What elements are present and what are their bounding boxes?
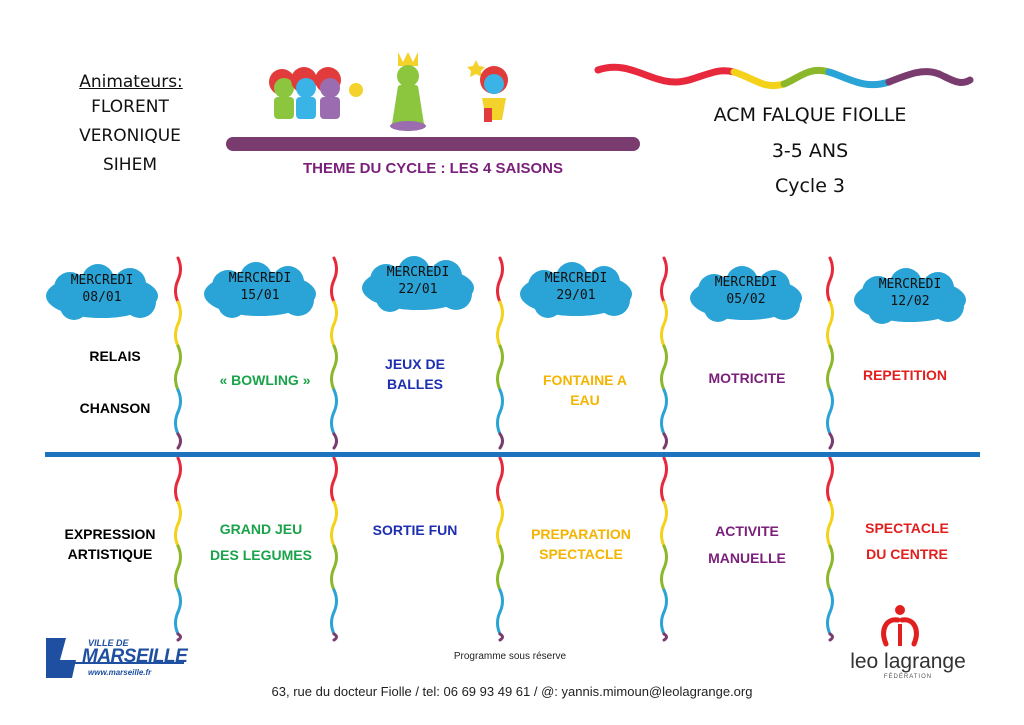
leo-lagrange-text: leo lagrange [850,650,966,673]
squiggle-segment [176,612,179,634]
day-date: 29/01 [556,288,596,303]
squiggle-segment [332,568,335,590]
squiggle-segment [662,480,665,502]
squiggle-segment [176,568,179,590]
squiggle-segment [500,346,503,368]
squiggle-segment [664,434,667,448]
activity-line: RELAIS [89,348,141,364]
squiggle-segment [176,368,179,390]
squiggle-segment [500,590,503,612]
cycle-label: Cycle 3 [774,175,846,197]
morning-afternoon-divider [45,452,980,457]
activity-morning-5: MOTRICITE [708,370,786,386]
squiggle-segment [498,412,501,434]
center-name: ACM FALQUE FIOLLE [713,104,907,126]
animateur-name: VERONIQUE [79,126,181,146]
activity-morning-1b [40,398,190,418]
squiggle-segment [498,324,501,346]
activity-line: FONTAINE A [543,372,627,388]
squiggle-segment [498,612,501,634]
squiggle-segment [498,524,501,546]
squiggle-segment [664,258,667,280]
activity-line: BALLES [387,376,443,392]
animateur-name: SIHEM [103,155,157,175]
squiggle-segment [662,568,665,590]
squiggle-segment [500,258,503,280]
activity-afternoon-6 [832,515,982,567]
squiggle-segment [828,568,831,590]
squiggle-segment [664,458,667,480]
marseille-url: www.marseille.fr [88,668,152,677]
squiggle-segment [500,390,503,412]
marseille-top: VILLE DE [88,638,129,648]
disclaimer: Programme sous réserve [453,651,567,662]
activity-line: MANUELLE [708,550,786,566]
activity-afternoon-2 [186,516,336,568]
activity-afternoon-1 [35,524,185,564]
activity-line: DU CENTRE [866,546,948,562]
squiggle-segment [178,434,181,448]
activity-line: EXPRESSION [64,526,156,542]
day-name: MERCREDI [70,273,134,288]
squiggle-segment [332,412,335,434]
activity-line: CHANSON [79,400,151,416]
cycle-theme: THEME DU CYCLE : LES 4 SAISONS [302,160,564,177]
squiggle-segment [334,434,337,448]
day-name: MERCREDI [878,277,942,292]
day-date: 15/01 [240,288,280,303]
squiggle-segment [500,434,503,448]
squiggle-segment [500,302,503,324]
squiggle-segment [500,546,503,568]
squiggle-segment [178,458,181,480]
activity-morning-3 [340,354,490,394]
day-date: 12/02 [890,294,930,309]
squiggle-segment [830,302,833,324]
activity-line: ARTISTIQUE [67,546,153,562]
day-name: MERCREDI [544,271,608,286]
squiggle-segment [662,412,665,434]
squiggle-segment [828,412,831,434]
squiggle-segment [830,458,833,480]
activity-line: EAU [570,392,600,408]
activity-line: DES LEGUMES [210,547,312,563]
squiggle-segment [332,280,335,302]
leo-lagrange-sub: FÉDÉRATION [883,674,933,680]
squiggle-segment [664,346,667,368]
squiggle-segment [178,502,181,524]
marseille-logo[interactable] [44,636,186,680]
squiggle-segment [176,480,179,502]
activity-morning-2: « BOWLING » [219,372,311,388]
squiggle-segment [830,634,833,640]
squiggle-segment [662,324,665,346]
squiggle-segment [662,280,665,302]
squiggle-segment [178,258,181,280]
leo-lagrange-logo[interactable] [838,604,978,680]
squiggle-segment [664,302,667,324]
activity-line: SPECTACLE [865,520,949,536]
squiggle-segment [176,324,179,346]
squiggle-segment [498,368,501,390]
squiggle-segment [664,546,667,568]
squiggle-segment [334,590,337,612]
squiggle-segment [500,634,503,640]
squiggle-segment [332,612,335,634]
day-name: MERCREDI [714,275,778,290]
squiggle-segment [828,480,831,502]
activity-line: GRAND JEU [219,521,303,537]
activity-morning-4 [510,370,660,410]
squiggle-segment [830,258,833,280]
squiggle-segment [662,368,665,390]
squiggle-segment [664,502,667,524]
activity-morning-1 [40,346,190,366]
squiggle-segment [498,480,501,502]
activity-line: ACTIVITE [715,523,779,539]
squiggle-segment [828,324,831,346]
squiggle-segment [334,346,337,368]
squiggle-segment [334,302,337,324]
day-date: 05/02 [726,292,766,307]
squiggle-segment [662,612,665,634]
squiggle-segment [664,390,667,412]
squiggle-segment [178,302,181,324]
squiggle-segment [830,434,833,448]
activity-afternoon-5 [672,518,822,572]
squiggle-segment [176,280,179,302]
squiggle-segment [828,280,831,302]
activity-afternoon-3: SORTIE FUN [372,522,458,538]
squiggle-segment [332,324,335,346]
squiggle-segment [664,590,667,612]
day-name: MERCREDI [386,265,450,280]
activity-morning-6: REPETITION [862,367,947,383]
age-range: 3-5 ANS [771,140,849,162]
squiggle-segment [334,258,337,280]
squiggle-segment [334,390,337,412]
squiggle-segment [830,390,833,412]
squiggle-segment [500,458,503,480]
squiggle-segment [178,590,181,612]
squiggle-segment [828,612,831,634]
leo-lagrange-symbol-icon [878,604,922,650]
squiggle-segment [500,502,503,524]
squiggle-segment [664,634,667,640]
day-date: 22/01 [398,282,438,297]
squiggle-segment [828,524,831,546]
animateurs-title: Animateurs: [79,72,183,92]
squiggle-segment [662,524,665,546]
animateur-name: FLORENT [91,97,169,117]
squiggle-segment [334,458,337,480]
activity-afternoon-4 [506,524,656,564]
squiggle-segment [830,590,833,612]
footer-contact: 63, rue du docteur Fiolle / tel: 06 69 93 49 61 / @: yannis.mimoun@leolagrange.org [271,684,753,699]
squiggle-segment [498,568,501,590]
marseille-main: MARSEILLE [82,646,188,667]
squiggle-segment [498,280,501,302]
squiggle-segment [334,634,337,640]
activity-line: PREPARATION [531,526,631,542]
day-date: 08/01 [82,290,122,305]
squiggle-segment [332,480,335,502]
activity-line: SPECTACLE [539,546,623,562]
day-name: MERCREDI [228,271,292,286]
activity-line: JEUX DE [385,356,445,372]
